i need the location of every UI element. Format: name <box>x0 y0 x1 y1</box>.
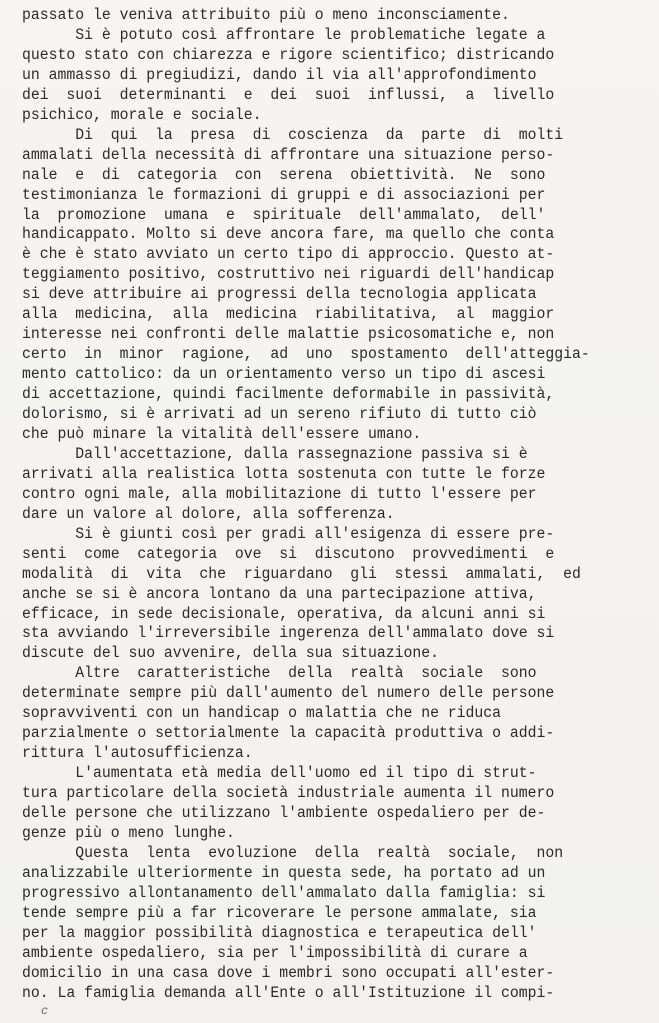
text-line: discute del suo avvenire, della sua situazione. <box>22 644 439 663</box>
text-line: no. La famiglia demanda all'Ente o all'Istituzione il compi- <box>22 983 555 1002</box>
text-line: delle persone che utilizzano l'ambiente ospedaliero per de- <box>22 804 546 822</box>
text-line: determinate sempre più dall'aumento del numero delle persone <box>22 684 555 703</box>
text-line: parzialmente o settorialmente la capacità produttiva o addi- <box>22 724 555 743</box>
text-line: che può minare la vitalità dell'essere umano. <box>22 424 422 443</box>
text-line: di accettazione, quindi facilmente deformabile in passività, <box>22 385 555 404</box>
text-line: Dall'accettazione, dalla rassegnazione passiva si è <box>22 444 528 463</box>
text-line: rittura l'autosufficienza. <box>22 744 253 763</box>
text-line: passato le veniva attribuito più o meno inconsciamente. <box>22 6 510 24</box>
text-line: Altre caratteristiche della realtà sociale sono <box>22 664 537 683</box>
text-line: ammalati della necessità di affrontare una situazione perso- <box>22 145 555 164</box>
text-line: questo stato con chiarezza e rigore scientifico; districando <box>22 45 555 64</box>
text-line: modalità di vita che riguardano gli stessi ammalati, ed <box>22 564 581 583</box>
text-line: teggiamento positivo, costruttivo nei riguardi dell'handicap <box>22 265 555 284</box>
text-line: Si è giunti così per gradi all'esigenza di essere pre- <box>22 524 555 543</box>
text-line: sta avviando l'irreversibile ingerenza dell'ammalato dove si <box>22 624 555 643</box>
text-line: senti come categoria ove si discutono provvedimenti e <box>22 544 555 563</box>
text-line: interesse nei confronti delle malattie psicosomatiche e, non <box>22 325 555 344</box>
text-line: efficace, in sede decisionale, operativa, da alcuni anni si <box>22 604 546 623</box>
text-line: genze più o meno lunghe. <box>22 823 235 842</box>
text-line: handicappato. Molto si deve ancora fare, ma quello che conta <box>22 225 555 244</box>
text-line: alla medicina, alla medicina riabilitativa, al maggior <box>22 305 555 324</box>
text-line: domicilio in una casa dove i membri sono occupati all'ester- <box>22 963 555 982</box>
page-mark: c <box>41 1004 49 1018</box>
text-line: progressivo allontanamento dell'ammalato dalla famiglia: si <box>22 883 546 902</box>
text-line: per la maggior possibilità diagnostica e terapeutica dell' <box>22 923 537 942</box>
text-line: la promozione umana e spirituale dell'ammalato, dell' <box>22 205 546 224</box>
text-line: tende sempre più a far ricoverare le persone ammalate, sia <box>22 903 537 922</box>
text-line: dei suoi determinanti e dei suoi influssi, a livello <box>22 85 555 104</box>
text-line: testimonianza le formazioni di gruppi e di associazioni per <box>22 185 546 204</box>
text-line: anche se si è ancora lontano da una partecipazione attiva, <box>22 584 537 603</box>
text-line: tura particolare della società industriale aumenta il numero <box>22 784 555 803</box>
text-line: L'aumentata età media dell'uomo ed il tipo di strut- <box>22 764 537 783</box>
text-line: mento cattolico: da un orientamento verso un tipo di ascesi <box>22 365 546 384</box>
text-line: arrivati alla realistica lotta sostenuta con tutte le forze <box>22 464 546 483</box>
text-line: si deve attribuire ai progressi della tecnologia applicata <box>22 285 537 304</box>
text-line: dare un valore al dolore, alla sofferenza. <box>22 504 395 523</box>
text-line: dolorismo, si è arrivati ad un sereno rifiuto di tutto ciò <box>22 405 537 423</box>
text-line: ambiente ospedaliero, sia per l'impossibilità di curare a <box>22 943 528 962</box>
text-line: psichico, morale e sociale. <box>22 105 262 124</box>
text-line: analizzabile ulteriormente in questa sede, ha portato ad un <box>22 863 546 882</box>
text-line: è che è stato avviato un certo tipo di approccio. Questo at- <box>22 245 555 264</box>
text-line: contro ogni male, alla mobilitazione di tutto l'essere per <box>22 484 537 503</box>
text-line: sopravviventi con un handicap o malattia che ne riduca <box>22 704 502 723</box>
text-line: Questa lenta evoluzione della realtà sociale, non <box>22 843 564 862</box>
text-line: un ammasso di pregiudizi, dando il via all'approfondimento <box>22 65 537 84</box>
text-line: Si è potuto così affrontare le problematiche legate a <box>22 25 546 44</box>
text-line: nale e di categoria con serena obiettività. Ne sono <box>22 165 546 184</box>
text-line: Di qui la presa di coscienza da parte di molti <box>22 125 564 144</box>
text-line: certo in minor ragione, ad uno spostamento dell'atteggia- <box>22 345 590 364</box>
